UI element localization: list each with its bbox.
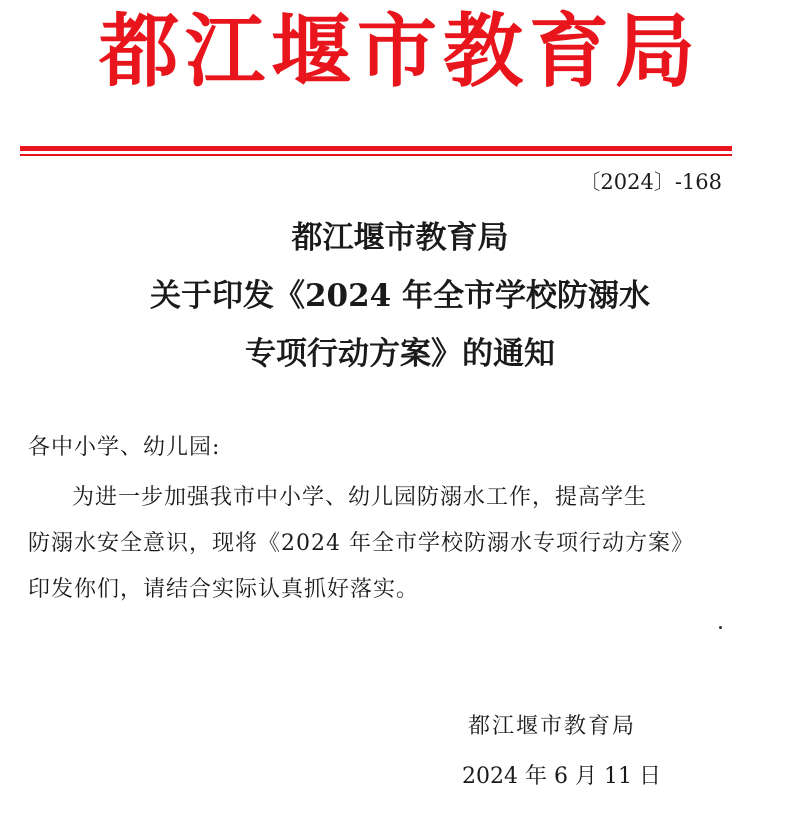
paragraph-line-1: 为进一步加强我市中小学、幼儿园防溺水工作，提高学生	[72, 485, 648, 510]
stray-dot	[719, 626, 722, 629]
red-divider-thin	[20, 154, 732, 156]
signature-date: 2024 年 6 月 11 日	[462, 764, 661, 789]
title-line-3: 专项行动方案》的通知	[245, 336, 555, 372]
red-divider-thick	[20, 146, 732, 151]
paragraph-line-3: 印发你们，请结合实际认真抓好落实。	[28, 577, 420, 602]
paragraph-line-2: 防溺水安全意识，现将《2024 年全市学校防溺水专项行动方案》	[28, 531, 694, 556]
title-line-1: 都江堰市教育局	[291, 220, 509, 256]
masthead-title: 都江堰市教育局	[99, 5, 701, 98]
salutation: 各中小学、幼儿园:	[28, 435, 221, 460]
signature-org: 都江堰市教育局	[468, 714, 637, 739]
document-number: 〔2024〕-168	[579, 170, 722, 194]
title-line-2: 关于印发《2024 年全市学校防溺水	[149, 278, 651, 314]
